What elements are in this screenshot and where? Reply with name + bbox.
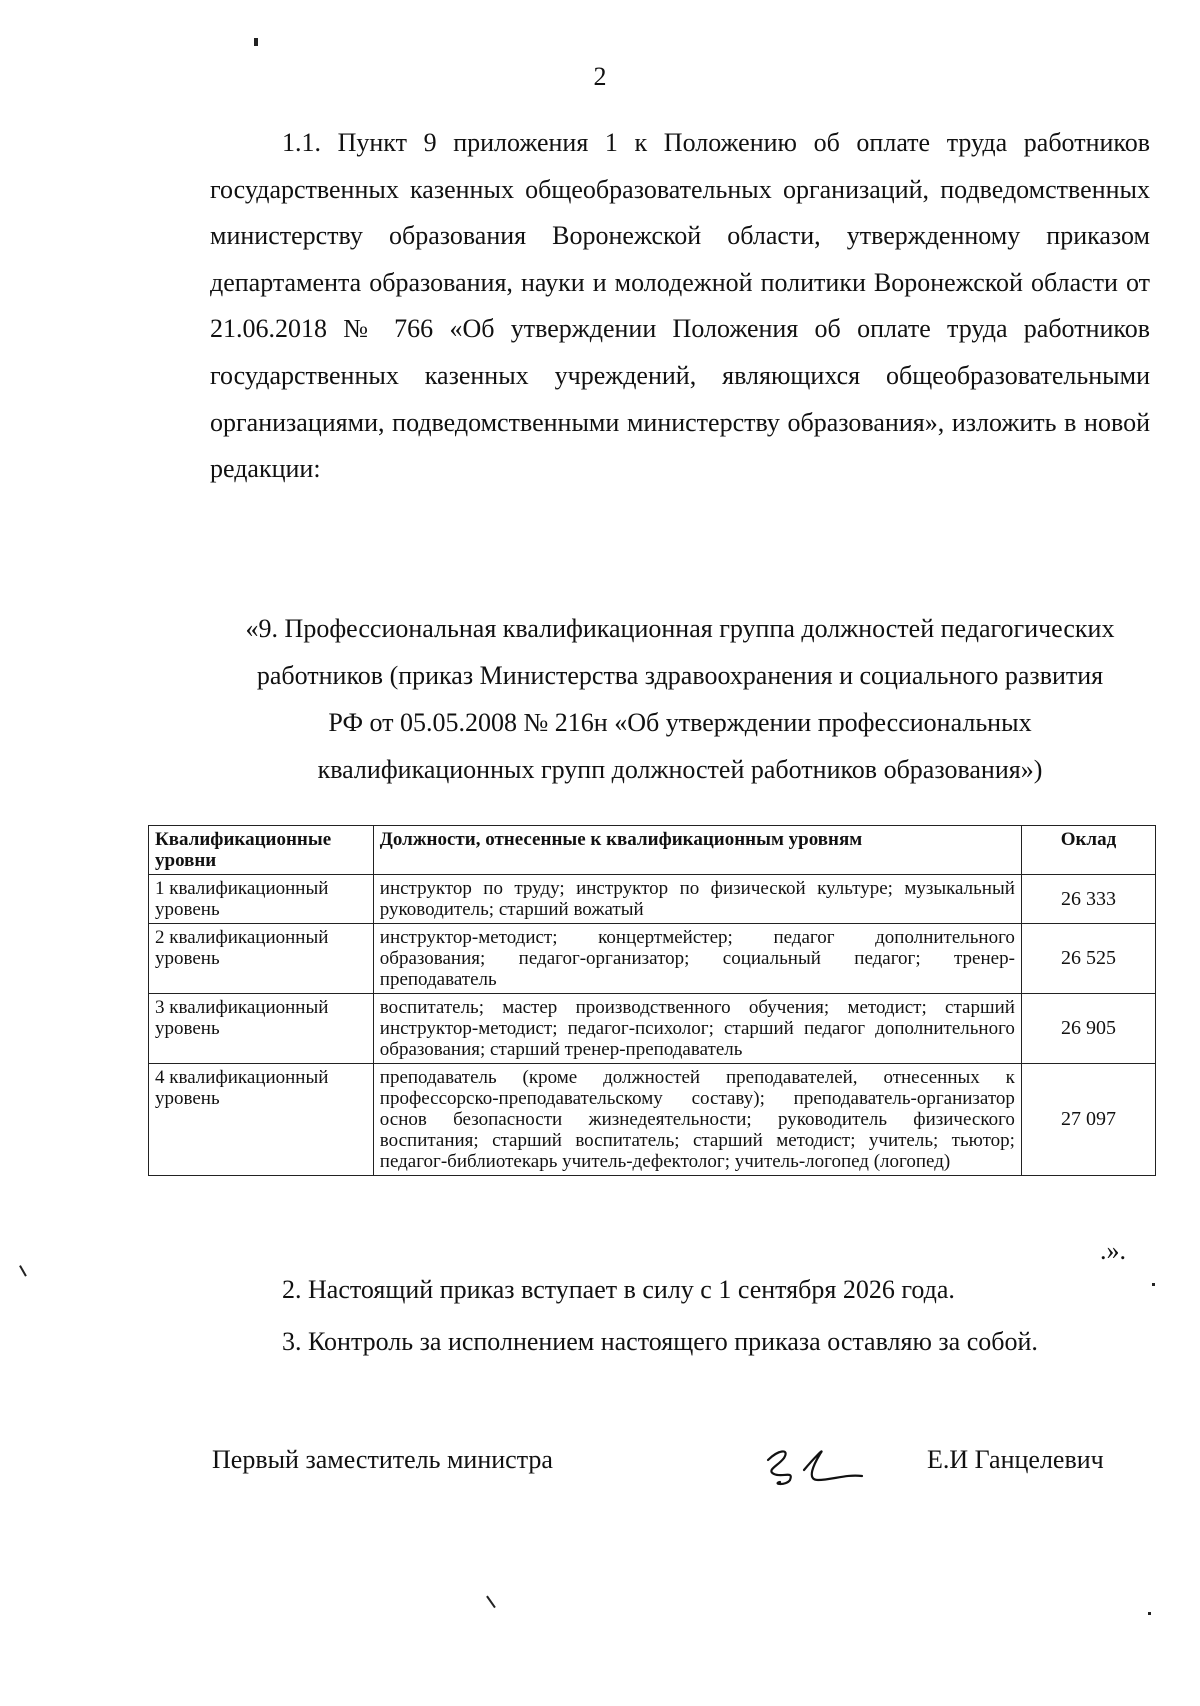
section-9-heading [190, 605, 1170, 793]
row-salary: 27 097 [1021, 1064, 1155, 1176]
header-salary: Оклад [1021, 826, 1155, 875]
scan-speck [19, 1265, 26, 1276]
scan-speck [1148, 1612, 1151, 1615]
heading-line-3: РФ от 05.05.2008 № 216н «Об утверждении профессиональных [328, 708, 1032, 737]
row-level: 3 квалификационный уровень [149, 994, 374, 1064]
row-level: 4 квалификационный уровень [149, 1064, 374, 1176]
signer-position: Первый заместитель министра [212, 1445, 553, 1474]
handwritten-signature [760, 1440, 870, 1490]
closing-quote: .». [1100, 1236, 1126, 1265]
paragraph-1-1: 1.1. Пункт 9 приложения 1 к Положению об оплате труда работников государственных казенных общеобразовательных организаций, подведомственных министерству образования Воронежской области, утвержденному приказом департамента образования, науки и молодежной политики Воронежской области от 21.06.2018 № 766 «Об утверждении Положения об оплате труда работников государственных казенных учреждений, являющихся общеобразовательными организациями, подведомственными министерству образования», изложить в новой редакции: [210, 128, 1150, 484]
scan-speck [254, 38, 258, 46]
row-salary: 26 333 [1021, 875, 1155, 924]
clause-3: 3. Контроль за исполнением настоящего приказа оставляю за собой. [282, 1327, 1038, 1356]
row-positions: инструктор по труду; инструктор по физической культуре; музыкальный руководитель; старший вожатый [373, 875, 1021, 924]
qualification-table [148, 825, 1156, 1176]
page-number: 2 [593, 62, 607, 91]
row-positions: инструктор-методист; концертмейстер; педагог дополнительного образования; педагог-организатор; социальный педагог; тренер-преподаватель [373, 924, 1021, 994]
table-row [149, 875, 1156, 924]
row-salary: 26 525 [1021, 924, 1155, 994]
table-header-row [149, 826, 1156, 875]
header-level: Квалификационные уровни [149, 826, 374, 875]
heading-line-1: «9. Профессиональная квалификационная группа должностей педагогических [245, 614, 1115, 643]
heading-line-2: работников (приказ Министерства здравоохранения и социального развития [256, 661, 1104, 690]
signer-name: Е.И Ганцелевич [927, 1445, 1104, 1474]
row-salary: 26 905 [1021, 994, 1155, 1064]
table-row [149, 994, 1156, 1064]
row-level: 2 квалификационный уровень [149, 924, 374, 994]
row-level: 1 квалификационный уровень [149, 875, 374, 924]
header-positions: Должности, отнесенные к квалификационным уровням [373, 826, 1021, 875]
scan-speck [1152, 1283, 1155, 1286]
table-row [149, 1064, 1156, 1176]
scan-speck [486, 1596, 495, 1608]
heading-line-4: квалификационных групп должностей работников образования») [317, 755, 1043, 784]
clause-2: 2. Настоящий приказ вступает в силу с 1 сентября 2026 года. [282, 1275, 955, 1304]
row-positions: преподаватель (кроме должностей преподавателей, отнесенных к профессорско-преподавательскому составу); преподаватель-организатор основ безопасности жизнедеятельности; руководитель физического воспитания; старший воспитатель; старший методист; учитель; тьютор; педагог-библиотекарь учитель-дефектолог; учитель-логопед (логопед) [373, 1064, 1021, 1176]
row-positions: воспитатель; мастер производственного обучения; методист; старший инструктор-методист; педагог-психолог; старший педагог дополнительного образования; старший тренер-преподаватель [373, 994, 1021, 1064]
table-row [149, 924, 1156, 994]
